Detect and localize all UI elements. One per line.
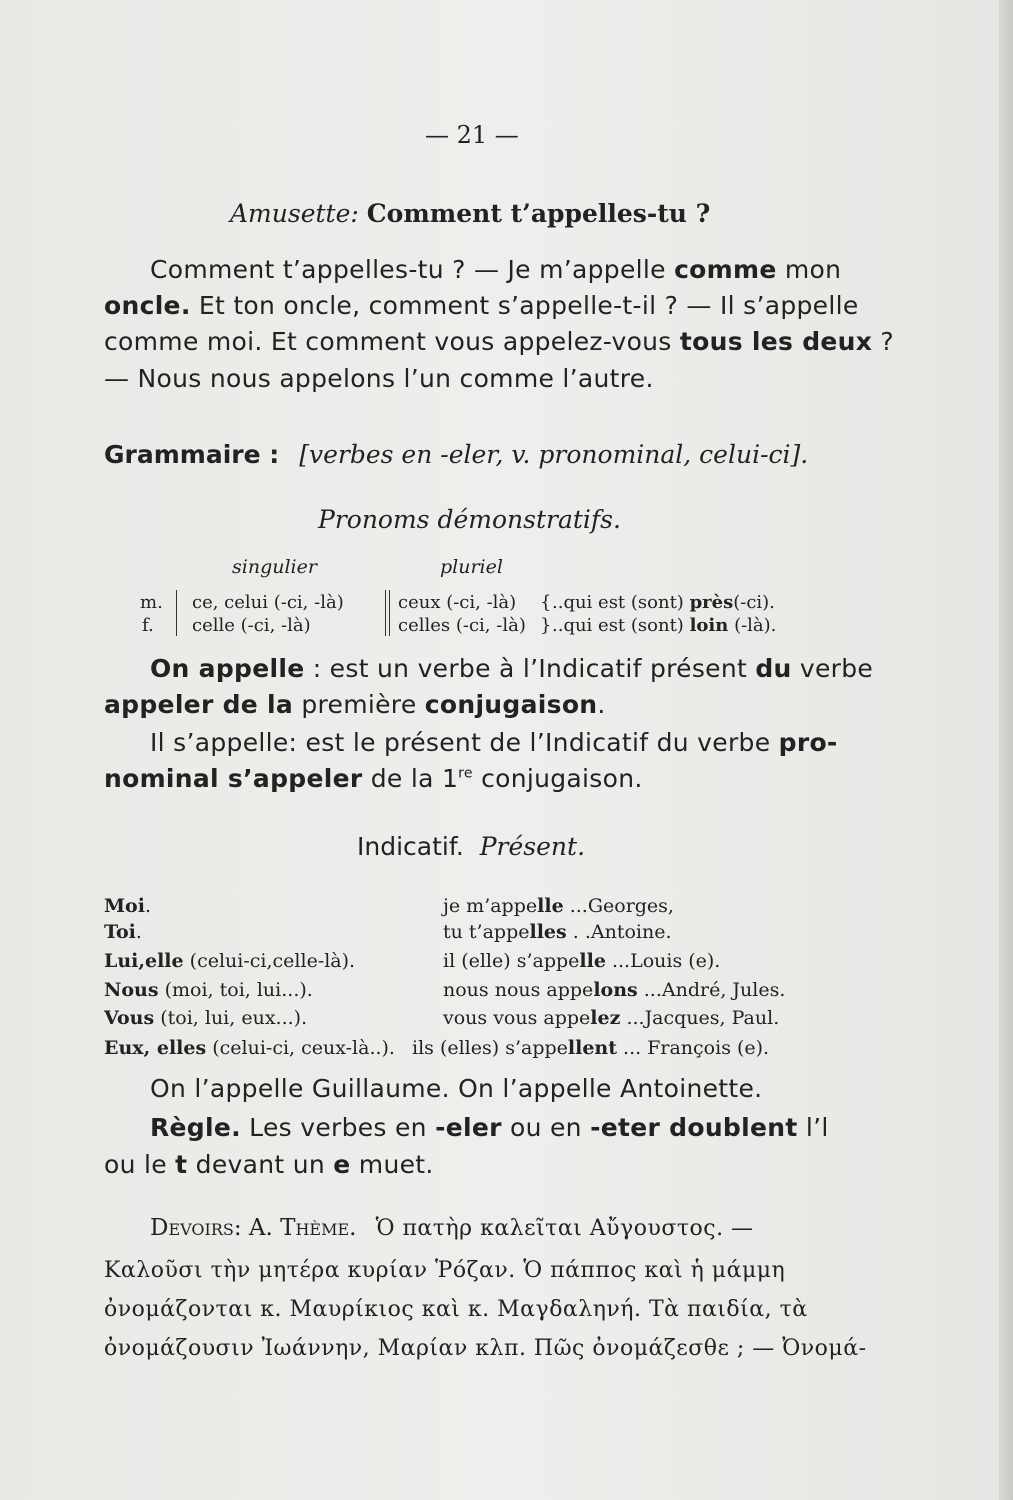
text: ils (elles) s’appe xyxy=(412,1037,568,1059)
text: comme moi. Et comment vous appelez-vous xyxy=(104,327,680,356)
text: ..qui est (sont) xyxy=(552,615,690,636)
text: ...Georges, xyxy=(563,895,674,917)
amusette-heading xyxy=(230,199,710,228)
on-appelle-line-2 xyxy=(104,690,606,719)
text: première xyxy=(293,690,425,719)
bold-text: lle xyxy=(537,895,564,917)
pronoun-row-note xyxy=(552,615,776,636)
bold-text: lles xyxy=(529,921,567,943)
text: tu t’appe xyxy=(443,921,530,943)
pronoun-row-plural: celles (-ci, -là) xyxy=(398,615,526,636)
pronoms-title: Pronoms démonstratifs. xyxy=(318,505,621,534)
amusette-sep: : xyxy=(350,199,359,228)
conj-pronoun xyxy=(104,979,313,1001)
bold-text: Lui,elle xyxy=(104,950,184,972)
pronoun-row-gender: f. xyxy=(142,615,154,636)
bold-text: lons xyxy=(593,979,638,1001)
paragraph-line-1 xyxy=(150,255,841,284)
text: je m’appe xyxy=(443,895,538,917)
conj-verb xyxy=(443,979,785,1001)
text: conjugaison. xyxy=(472,764,643,793)
bold-text: du xyxy=(755,654,792,683)
bold-text: Eux, elles xyxy=(104,1037,207,1059)
page-number: — 21 — xyxy=(425,121,519,149)
conj-pronoun xyxy=(104,895,151,917)
pronoun-row-plural: ceux (-ci, -là) xyxy=(398,592,517,613)
bold-text: Règle. xyxy=(150,1113,241,1142)
superscript: re xyxy=(458,765,473,782)
col-singulier: singulier xyxy=(232,556,317,578)
bold-text: nominal s’appeler xyxy=(104,764,363,793)
paragraph-line-2 xyxy=(104,291,859,320)
pronoun-row-singular: ce, celui (-ci, -là) xyxy=(192,592,344,613)
devoirs-line-2: Καλοῦσι τὴν μητέρα κυρίαν Ῥόζαν. Ὁ πάππος καὶ ἡ μάμμη xyxy=(104,1258,786,1283)
table-divider xyxy=(385,590,386,636)
regle-line-1 xyxy=(150,1113,829,1142)
bold-text: conjugaison xyxy=(424,690,598,719)
pronoun-row-gender: m. xyxy=(140,592,163,613)
col-pluriel: pluriel xyxy=(440,556,503,578)
bold-text: On appelle xyxy=(150,654,305,683)
text: (-ci). xyxy=(733,592,775,613)
paragraph-line-4: — Nous nous appelons l’un comme l’autre. xyxy=(104,364,654,393)
text: ... François (e). xyxy=(617,1037,770,1059)
text: ...Louis (e). xyxy=(605,950,721,972)
devoirs-line-1 xyxy=(150,1215,754,1241)
bold-text: t xyxy=(175,1150,188,1179)
bold-text: Moi xyxy=(104,895,145,917)
text: Il s’appelle: est le présent de l’Indicatif du verbe xyxy=(150,728,779,757)
table-divider xyxy=(176,590,177,636)
text: ..qui est (sont) xyxy=(552,592,690,613)
conj-verb xyxy=(443,921,672,943)
conj-pronoun xyxy=(104,1007,307,1029)
devoirs-label: Devoirs: A. Thème. xyxy=(150,1215,357,1241)
conj-pronoun xyxy=(104,921,142,943)
conj-verb xyxy=(412,1037,769,1059)
pronoun-row-brace: { xyxy=(540,592,552,613)
paragraph-line-3 xyxy=(104,327,894,356)
indicatif-heading xyxy=(357,832,585,861)
text: devant un xyxy=(187,1150,334,1179)
il-sappelle-line-2 xyxy=(104,764,643,793)
bold-text: -eter doublent xyxy=(590,1113,798,1142)
bold-text: oncle. xyxy=(104,291,191,320)
bold-text: lle xyxy=(579,950,606,972)
text: muet. xyxy=(350,1150,434,1179)
bold-text: pro- xyxy=(778,728,838,757)
conj-pronoun xyxy=(104,950,355,972)
text: : est un verbe à l’Indicatif présent xyxy=(304,654,756,683)
table-divider xyxy=(389,590,390,636)
conj-pronoun xyxy=(104,1037,395,1059)
pronoun-row-singular: celle (-ci, -là) xyxy=(192,615,311,636)
page-edge xyxy=(999,0,1013,1500)
bold-text: tous les deux xyxy=(679,327,873,356)
bold-text: Toi xyxy=(104,921,136,943)
grammaire-topic: [verbes en -eler, v. pronominal, celui-ci]. xyxy=(299,440,809,469)
text: . .Antoine. xyxy=(566,921,672,943)
bold-text: près xyxy=(689,592,734,613)
conj-verb xyxy=(443,895,674,917)
text: Comment t’appelles-tu ? — Je m’appelle xyxy=(150,255,675,284)
bold-text: -eler xyxy=(435,1113,502,1142)
bold-text: Nous xyxy=(104,979,159,1001)
amusette-title: Comment t’appelles-tu ? xyxy=(366,199,711,228)
bold-text: comme xyxy=(674,255,777,284)
il-sappelle-line-1 xyxy=(150,728,838,757)
bold-text: lez xyxy=(590,1007,621,1029)
text: mon xyxy=(776,255,842,284)
bold-text: llent xyxy=(567,1037,618,1059)
grammaire-line xyxy=(104,440,808,469)
text: (toi, lui, eux...). xyxy=(154,1007,308,1029)
bold-text: loin xyxy=(689,615,729,636)
bold-text: appeler de la xyxy=(104,690,294,719)
conj-verb xyxy=(443,950,720,972)
text: vous vous appe xyxy=(443,1007,591,1029)
text: ...André, Jules. xyxy=(637,979,786,1001)
devoirs-line-4: ὀνομάζουσιν Ἰωάννην, Μαρίαν κλπ. Πῶς ὀνομάζεσθε ; — Ὀνομά- xyxy=(104,1336,867,1361)
amusette-label: Amusette xyxy=(230,199,351,228)
conj-verb xyxy=(443,1007,779,1029)
text: Les verbes en xyxy=(240,1113,436,1142)
text: Et ton oncle, comment s’appelle-t-il ? — Il s’appelle xyxy=(190,291,859,320)
text: ou en xyxy=(501,1113,591,1142)
indicatif-tense: Présent. xyxy=(479,832,586,861)
text: de la 1 xyxy=(362,764,459,793)
text: il (elle) s’appe xyxy=(443,950,580,972)
text: ? xyxy=(872,327,895,356)
pronoun-row-brace: } xyxy=(540,615,552,636)
devoirs-line-3: ὀνομάζονται κ. Μαυρίκιος καὶ κ. Μαγδαληνή. Τὰ παιδία, τὰ xyxy=(104,1297,808,1322)
text: . xyxy=(135,921,142,943)
text: ou le xyxy=(104,1150,176,1179)
text: . xyxy=(144,895,151,917)
text: (celui-ci,celle-là). xyxy=(183,950,356,972)
text: nous nous appe xyxy=(443,979,594,1001)
text: verbe xyxy=(791,654,874,683)
grammaire-label: Grammaire : xyxy=(104,440,280,469)
text: (moi, toi, lui...). xyxy=(158,979,313,1001)
text: ...Jacques, Paul. xyxy=(620,1007,780,1029)
text: (celui-ci, ceux-là..). xyxy=(206,1037,395,1059)
pronoun-row-note xyxy=(552,592,775,613)
text: l’l xyxy=(797,1113,829,1142)
regle-line-2 xyxy=(104,1150,434,1179)
on-appelle-line-1 xyxy=(150,654,873,683)
text: . xyxy=(597,690,606,719)
text: (-là). xyxy=(728,615,777,636)
examples-line: On l’appelle Guillaume. On l’appelle Antoinette. xyxy=(150,1074,763,1103)
bold-text: Vous xyxy=(104,1007,155,1029)
indicatif-label: Indicatif. xyxy=(357,832,464,861)
greek-text: Ὁ πατὴρ καλεῖται Αὔγουστος. — xyxy=(375,1216,754,1241)
bold-text: e xyxy=(333,1150,351,1179)
